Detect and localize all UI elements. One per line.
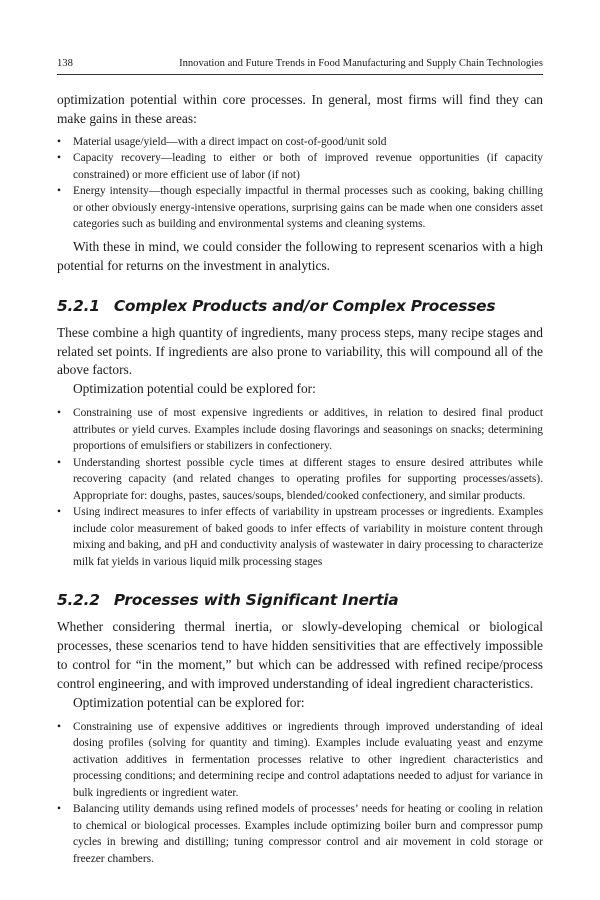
section-5-2-2-paragraph: Whether considering thermal inertia, or slowly-developing chemical or biological processes, these scenarios tend to have hidden sensitivities that are effectively impossible to control for “in the moment,” but which can be addressed with refined recipe/process control engineering, and with improved understanding of ideal ingredient characteristics. xyxy=(57,619,543,691)
running-head xyxy=(57,58,543,75)
section-heading-5-2-1 xyxy=(57,296,543,316)
section-5-2-1-paragraph: These combine a high quantity of ingredients, many process steps, many recipe stages and related set points. If ingredients are also prone to variability, this will compound all of the above factors. xyxy=(57,324,543,378)
list-item: • Capacity recovery—leading to either or both of improved revenue opportunities (if capacity constrained) or more efficient use of labor (if not) xyxy=(57,152,543,181)
intro-paragraph: optimization potential within core processes. In general, most firms will find they can make gains in these areas: xyxy=(57,92,543,126)
bullet-icon: • xyxy=(57,135,61,148)
intro-bullet-list xyxy=(57,134,543,233)
bullet-icon: • xyxy=(57,152,61,165)
list-item: • Balancing utility demands using refined models of processes’ needs for heating or cooling in relation to chemical or biological processes. Examples include optimizing boiler burn and compressor pump cycles in brewing and distilling; tuning compressor control and air movement in cold storage or freezer chambers. xyxy=(57,803,543,865)
bullet-icon: • xyxy=(57,185,61,198)
section-5-2-2-bullet-list xyxy=(57,719,543,868)
list-item: • Understanding shortest possible cycle times at different stages to ensure desired attributes while recovering capacity (and related changes to operating profiles for supporting processes/assets). Appropriate for: doughs, pastes, sauces/soups, blended/cooked confectionery, and similar products. xyxy=(57,456,543,502)
section-title: Processes with Significant Inertia xyxy=(113,591,399,610)
bullet-icon: • xyxy=(57,803,61,816)
section-5-2-2-lead: Optimization potential can be explored for: xyxy=(73,694,305,710)
intro-closing-paragraph: With these in mind, we could consider the following to represent scenarios with a high potential for returns on the investment in analytics. xyxy=(57,238,543,273)
list-item: • Energy intensity—though especially impactful in thermal processes such as cooking, baking chilling or other obviously energy-intensive operations, surprising gains can be made when one considers asset categories such as building and environmental systems and cleaning systems. xyxy=(57,185,543,231)
section-title: Complex Products and/or Complex Processes xyxy=(113,296,496,315)
page-number: 138 xyxy=(57,58,73,69)
bullet-icon: • xyxy=(57,506,61,519)
list-item: • Using indirect measures to infer effects of variability in upstream processes or ingredients. Examples include color measurement of baked goods to infer effects of variability in moisture content through mixing and baking, and pH and conductivity analysis of wastewater in dairy processing to characterize milk fat yields in various liquid milk processing stages xyxy=(57,506,543,568)
bullet-icon: • xyxy=(57,456,61,469)
list-item: • Material usage/yield—with a direct impact on cost-of-good/unit sold xyxy=(57,134,543,151)
running-title: Innovation and Future Trends in Food Manufacturing and Supply Chain Technologies xyxy=(179,58,543,69)
section-5-2-1-lead: Optimization potential could be explored for: xyxy=(73,381,316,397)
section-heading-5-2-2 xyxy=(57,590,543,610)
bullet-icon: • xyxy=(57,407,61,420)
list-item: • Constraining use of expensive additives or ingredients through improved understanding of ideal dosing profiles (solving for quantity and timing). Examples include evaluating yeast and enzyme activation additives in fermentation processes relative to other ingredient characteristics and processing conditions; and determining recipe and control adaptations needed to adjust for variance in bulk ingredients or ingredient water. xyxy=(57,720,543,799)
list-item: • Constraining use of most expensive ingredients or additives, in relation to desired final product attributes or yield curves. Examples include dosing flavorings and seasonings on snacks; determining proportions of emulsifiers or stabilizers in confectionery. xyxy=(57,407,543,453)
section-number: 5.2.2 xyxy=(57,591,100,610)
section-number: 5.2.1 xyxy=(57,296,100,315)
bullet-icon: • xyxy=(57,720,61,733)
section-5-2-1-bullet-list xyxy=(57,405,543,570)
page-content xyxy=(57,91,543,867)
